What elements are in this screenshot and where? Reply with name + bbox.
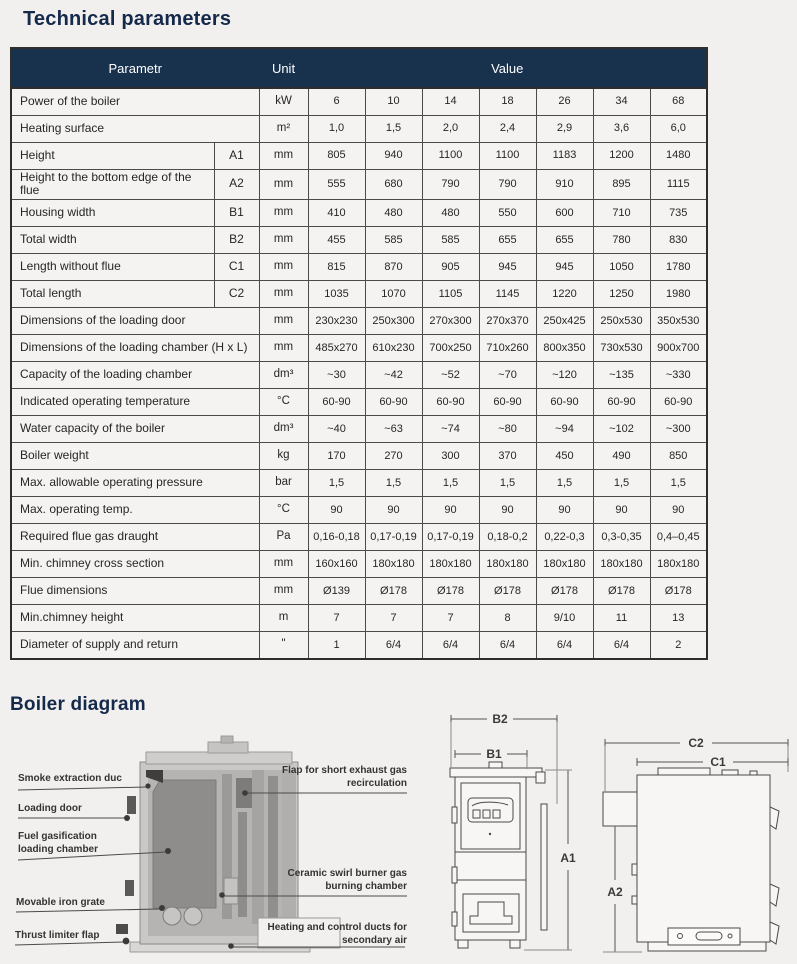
dim-label-c2: C2 [688, 736, 704, 750]
value-cell: 13 [650, 605, 707, 632]
value-cell: 6/4 [365, 632, 422, 659]
value-cell: Ø178 [536, 578, 593, 605]
value-cell: 0,3-0,35 [593, 524, 650, 551]
unit-cell: °C [259, 497, 308, 524]
page-title: Technical parameters [23, 8, 232, 30]
value-cell: ~80 [479, 416, 536, 443]
param-name-cell: Heating surface [11, 115, 259, 142]
unit-cell: mm [259, 308, 308, 335]
unit-cell: mm [259, 254, 308, 281]
value-cell: 7 [365, 605, 422, 632]
value-cell: 735 [650, 200, 707, 227]
value-cell: 805 [308, 142, 365, 169]
door-hinge [770, 884, 779, 906]
unit-cell: mm [259, 578, 308, 605]
value-cell: 410 [308, 200, 365, 227]
value-cell: 180x180 [422, 551, 479, 578]
value-cell: 300 [422, 443, 479, 470]
value-cell: 780 [593, 227, 650, 254]
unit-cell: kg [259, 443, 308, 470]
table-row [11, 389, 707, 416]
value-cell: 1,5 [365, 115, 422, 142]
value-cell: 2,4 [479, 115, 536, 142]
value-cell: 10 [365, 88, 422, 115]
technical-parameters-table [10, 47, 708, 660]
value-cell: 34 [593, 88, 650, 115]
table-body [11, 88, 707, 659]
param-name-cell: Min. chimney cross section [11, 551, 259, 578]
value-cell: Ø139 [308, 578, 365, 605]
value-cell: 730x530 [593, 335, 650, 362]
unit-cell: mm [259, 227, 308, 254]
value-cell: 1,5 [365, 470, 422, 497]
unit-cell: °C [259, 389, 308, 416]
door-hinge [770, 922, 779, 944]
value-cell: 600 [536, 200, 593, 227]
value-cell: ~120 [536, 362, 593, 389]
unit-cell: mm [259, 169, 308, 200]
value-cell: 815 [308, 254, 365, 281]
label-movable-iron-grate: Movable iron grate [16, 897, 105, 908]
value-cell: 790 [479, 169, 536, 200]
value-cell: 0,18-0,2 [479, 524, 536, 551]
table-row [11, 200, 707, 227]
value-cell: 7 [308, 605, 365, 632]
value-cell: 1035 [308, 281, 365, 308]
value-cell: ~30 [308, 362, 365, 389]
value-cell: 1105 [422, 281, 479, 308]
param-name-cell: Max. allowable operating pressure [11, 470, 259, 497]
table-row [11, 281, 707, 308]
value-cell: 0,16-0,18 [308, 524, 365, 551]
value-cell: 0,4–0,45 [650, 524, 707, 551]
value-cell: 1183 [536, 142, 593, 169]
value-cell: 180x180 [365, 551, 422, 578]
param-name-cell: Housing width [11, 200, 214, 227]
value-cell: 1100 [422, 142, 479, 169]
table-row [11, 470, 707, 497]
value-cell: 170 [308, 443, 365, 470]
value-cell: 6/4 [593, 632, 650, 659]
value-cell: 895 [593, 169, 650, 200]
value-cell: 1 [308, 632, 365, 659]
param-name-cell: Diameter of supply and return [11, 632, 259, 659]
value-cell: 710x260 [479, 335, 536, 362]
param-name-cell: Total width [11, 227, 214, 254]
value-cell: 1,5 [308, 470, 365, 497]
unit-cell: kW [259, 88, 308, 115]
value-cell: 2 [650, 632, 707, 659]
value-cell: 2,9 [536, 115, 593, 142]
param-symbol-cell: A1 [214, 142, 259, 169]
header-unit: Unit [259, 48, 308, 88]
dim-label-b1: B1 [486, 747, 502, 761]
unit-cell: " [259, 632, 308, 659]
value-cell: ~74 [422, 416, 479, 443]
label-exhaust-recirculation-flap: Flap for short exhaust gas recirculation [281, 765, 407, 789]
value-cell: 90 [479, 497, 536, 524]
unit-cell: mm [259, 200, 308, 227]
value-cell: 90 [365, 497, 422, 524]
value-cell: 270x300 [422, 308, 479, 335]
value-cell: 6/4 [479, 632, 536, 659]
param-name-cell: Boiler weight [11, 443, 259, 470]
table-row [11, 227, 707, 254]
side-lever [541, 804, 547, 930]
table-row [11, 142, 707, 169]
swirl-burner-shape [224, 878, 238, 904]
param-name-cell: Min.chimney height [11, 605, 259, 632]
value-cell: 555 [308, 169, 365, 200]
value-cell: 1480 [650, 142, 707, 169]
value-cell: 905 [422, 254, 479, 281]
value-cell: 870 [365, 254, 422, 281]
param-name-cell: Indicated operating temperature [11, 389, 259, 416]
value-cell: 6/4 [422, 632, 479, 659]
value-cell: 945 [479, 254, 536, 281]
param-name-cell: Total length [11, 281, 214, 308]
value-cell: 90 [650, 497, 707, 524]
value-cell: 1780 [650, 254, 707, 281]
value-cell: 60-90 [308, 389, 365, 416]
value-cell: 14 [422, 88, 479, 115]
thrust-flap-shape [116, 924, 128, 934]
param-symbol-cell: B1 [214, 200, 259, 227]
unit-cell: mm [259, 281, 308, 308]
value-cell: 60-90 [536, 389, 593, 416]
value-cell: 850 [650, 443, 707, 470]
diagram-title: Boiler diagram [10, 694, 146, 715]
table-row [11, 362, 707, 389]
value-cell: 180x180 [536, 551, 593, 578]
table-row [11, 335, 707, 362]
value-cell: 1,5 [593, 470, 650, 497]
table-row [11, 578, 707, 605]
front-view [450, 762, 547, 948]
table-row [11, 632, 707, 659]
value-cell: 800x350 [536, 335, 593, 362]
label-fuel-gasification-chamber: Fuel gasification loading chamber [18, 831, 99, 855]
value-cell: 610x230 [365, 335, 422, 362]
value-cell: 270 [365, 443, 422, 470]
value-cell: 60-90 [593, 389, 650, 416]
unit-cell: m [259, 605, 308, 632]
value-cell: 485x270 [308, 335, 365, 362]
door-hinge [770, 807, 779, 829]
value-cell: ~40 [308, 416, 365, 443]
value-cell: 655 [479, 227, 536, 254]
value-cell: 370 [479, 443, 536, 470]
value-cell: 160x160 [308, 551, 365, 578]
dim-label-b2: B2 [492, 712, 508, 726]
value-cell: 1200 [593, 142, 650, 169]
value-cell: Ø178 [650, 578, 707, 605]
value-cell: ~94 [536, 416, 593, 443]
dim-label-c1: C1 [710, 755, 726, 769]
control-panel [668, 928, 740, 945]
value-cell: 250x530 [593, 308, 650, 335]
value-cell: ~135 [593, 362, 650, 389]
value-cell: 3,6 [593, 115, 650, 142]
value-cell: 1220 [536, 281, 593, 308]
table-row [11, 551, 707, 578]
header-value: Value [308, 48, 707, 88]
value-cell: 90 [593, 497, 650, 524]
value-cell: Ø178 [422, 578, 479, 605]
value-cell: ~300 [650, 416, 707, 443]
param-name-cell: Height [11, 142, 214, 169]
value-cell: 1,5 [479, 470, 536, 497]
param-name-cell: Water capacity of the boiler [11, 416, 259, 443]
value-cell: Ø178 [365, 578, 422, 605]
value-cell: 60-90 [650, 389, 707, 416]
value-cell: 11 [593, 605, 650, 632]
value-cell: Ø178 [479, 578, 536, 605]
value-cell: ~330 [650, 362, 707, 389]
value-cell: 830 [650, 227, 707, 254]
table-row [11, 443, 707, 470]
grate-roller [163, 907, 181, 925]
value-cell: 1,5 [422, 470, 479, 497]
param-name-cell: Flue dimensions [11, 578, 259, 605]
value-cell: 6,0 [650, 115, 707, 142]
param-symbol-cell: C2 [214, 281, 259, 308]
table-row [11, 169, 707, 200]
param-name-cell: Max. operating temp. [11, 497, 259, 524]
unit-cell: mm [259, 142, 308, 169]
value-cell: 60-90 [365, 389, 422, 416]
label-loading-door: Loading door [18, 803, 82, 814]
value-cell: ~63 [365, 416, 422, 443]
value-cell: 910 [536, 169, 593, 200]
param-symbol-cell: C1 [214, 254, 259, 281]
value-cell: ~42 [365, 362, 422, 389]
unit-cell: m² [259, 115, 308, 142]
value-cell: 1115 [650, 169, 707, 200]
value-cell: 1,5 [536, 470, 593, 497]
value-cell: 1,0 [308, 115, 365, 142]
unit-cell: Pa [259, 524, 308, 551]
value-cell: ~52 [422, 362, 479, 389]
header-parameter: Parametr [11, 48, 259, 88]
value-cell: 480 [365, 200, 422, 227]
value-cell: 18 [479, 88, 536, 115]
value-cell: 1070 [365, 281, 422, 308]
grate-roller [184, 907, 202, 925]
value-cell: 1980 [650, 281, 707, 308]
unit-cell: dm³ [259, 362, 308, 389]
value-cell: Ø178 [593, 578, 650, 605]
value-cell: 940 [365, 142, 422, 169]
param-name-cell: Height to the bottom edge of the flue [11, 169, 214, 200]
value-cell: 0,22-0,3 [536, 524, 593, 551]
label-thrust-limiter-flap: Thrust limiter flap [15, 930, 100, 941]
value-cell: 585 [365, 227, 422, 254]
side-view [603, 768, 779, 951]
value-cell: 1,5 [650, 470, 707, 497]
value-cell: 0,17-0,19 [365, 524, 422, 551]
table-row [11, 254, 707, 281]
value-cell: 250x300 [365, 308, 422, 335]
label-ceramic-swirl-burner: Ceramic swirl burner gas burning chamber [287, 868, 407, 892]
value-cell: ~70 [479, 362, 536, 389]
value-cell: 945 [536, 254, 593, 281]
table-row [11, 605, 707, 632]
value-cell: 26 [536, 88, 593, 115]
value-cell: 455 [308, 227, 365, 254]
value-cell: 655 [536, 227, 593, 254]
value-cell: 90 [422, 497, 479, 524]
value-cell: 1145 [479, 281, 536, 308]
param-symbol-cell: B2 [214, 227, 259, 254]
value-cell: 180x180 [593, 551, 650, 578]
value-cell: 68 [650, 88, 707, 115]
value-cell: 350x530 [650, 308, 707, 335]
table-row [11, 308, 707, 335]
value-cell: 8 [479, 605, 536, 632]
param-name-cell: Dimensions of the loading door [11, 308, 259, 335]
boiler-diagram [0, 712, 797, 964]
unit-cell: mm [259, 335, 308, 362]
param-name-cell: Dimensions of the loading chamber (H x L) [11, 335, 259, 362]
table-row [11, 416, 707, 443]
value-cell: 250x425 [536, 308, 593, 335]
value-cell: 480 [422, 200, 479, 227]
value-cell: 90 [536, 497, 593, 524]
table-header [11, 48, 707, 88]
value-cell: 6 [308, 88, 365, 115]
flue-outlet [603, 792, 637, 826]
unit-cell: mm [259, 551, 308, 578]
value-cell: 790 [422, 169, 479, 200]
param-symbol-cell: A2 [214, 169, 259, 200]
table-row [11, 115, 707, 142]
table-row [11, 497, 707, 524]
value-cell: ~102 [593, 416, 650, 443]
value-cell: 90 [308, 497, 365, 524]
value-cell: 230x230 [308, 308, 365, 335]
param-name-cell: Required flue gas draught [11, 524, 259, 551]
value-cell: 6/4 [536, 632, 593, 659]
param-name-cell: Capacity of the loading chamber [11, 362, 259, 389]
param-name-cell: Length without flue [11, 254, 214, 281]
value-cell: 7 [422, 605, 479, 632]
table-row [11, 524, 707, 551]
value-cell: 180x180 [650, 551, 707, 578]
value-cell: 550 [479, 200, 536, 227]
dim-label-a1: A1 [560, 851, 576, 865]
unit-cell: bar [259, 470, 308, 497]
label-smoke-extraction-duct: Smoke extraction duc [18, 773, 122, 784]
value-cell: 585 [422, 227, 479, 254]
value-cell: 490 [593, 443, 650, 470]
value-cell: 180x180 [479, 551, 536, 578]
value-cell: 710 [593, 200, 650, 227]
value-cell: 60-90 [422, 389, 479, 416]
value-cell: 2,0 [422, 115, 479, 142]
value-cell: 1250 [593, 281, 650, 308]
dim-label-a2: A2 [607, 885, 623, 899]
value-cell: 0,17-0,19 [422, 524, 479, 551]
value-cell: 700x250 [422, 335, 479, 362]
label-heating-control-ducts: Heating and control ducts for secondary air [267, 922, 407, 946]
value-cell: 680 [365, 169, 422, 200]
value-cell: 60-90 [479, 389, 536, 416]
table-row [11, 88, 707, 115]
value-cell: 9/10 [536, 605, 593, 632]
value-cell: 450 [536, 443, 593, 470]
param-name-cell: Power of the boiler [11, 88, 259, 115]
value-cell: 1100 [479, 142, 536, 169]
unit-cell: dm³ [259, 416, 308, 443]
value-cell: 1050 [593, 254, 650, 281]
value-cell: 900x700 [650, 335, 707, 362]
value-cell: 270x370 [479, 308, 536, 335]
